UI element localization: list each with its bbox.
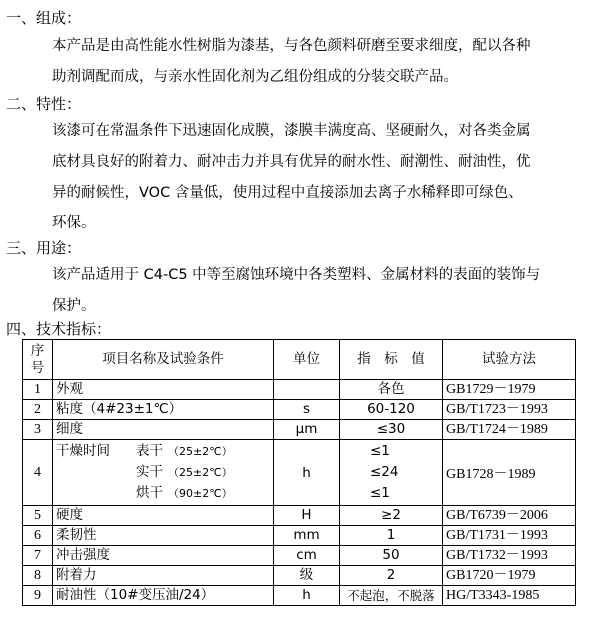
drying-item-cell: [53, 440, 274, 506]
drying-bake-value: ≤1: [370, 485, 390, 501]
drying-line-1: [56, 441, 270, 462]
row-no: 4: [23, 440, 53, 506]
row-method: GB/T1723－1993: [443, 400, 576, 420]
row-item: 冲击强度: [53, 546, 274, 566]
properties-line-1: 该漆可在常温条件下迅速固化成膜，漆膜丰满度高、坚硬耐久，对各类金属: [52, 123, 531, 139]
row-no: 7: [23, 546, 53, 566]
header-unit: 单位: [274, 340, 340, 380]
drying-line-3: [56, 483, 270, 504]
section-title-specs: 四、技术指标：: [6, 320, 112, 338]
header-method: 试验方法: [443, 340, 576, 380]
row-unit: 级: [274, 566, 340, 586]
table-row: [23, 400, 576, 420]
table-row-drying: [23, 440, 576, 506]
table-row: [23, 420, 576, 440]
drying-surface-cond: （25±2℃）: [168, 445, 233, 458]
row-no: 6: [23, 526, 53, 546]
row-no: 2: [23, 400, 53, 420]
table-row: [23, 526, 576, 546]
row-unit: [274, 380, 340, 400]
properties-line-3: 异的耐候性，VOC 含量低，使用过程中直接添加去离子水稀释即可绿色、: [52, 185, 523, 201]
drying-surface-name: 表干: [136, 443, 163, 459]
row-unit: h: [274, 440, 340, 506]
row-method: GB/T1732－1993: [443, 546, 576, 566]
row-value: 不起泡，不脱落: [340, 586, 443, 606]
drying-hard-cond: （25±2℃）: [168, 466, 233, 479]
row-method: HG/T3343-1985: [443, 586, 576, 606]
row-method: GB/T1724－1989: [443, 420, 576, 440]
composition-line-2: 助剂调配而成，与亲水性固化剂为乙组份组成的分装交联产品。: [52, 69, 458, 85]
usage-line-1: 该产品适用于 C4-C5 中等至腐蚀环境中各类塑料、金属材料的表面的装饰与: [52, 267, 541, 283]
drying-line-2: [56, 462, 270, 483]
row-method: GB1729－1979: [443, 380, 576, 400]
drying-label: 干燥时间: [56, 443, 110, 459]
row-item: 柔韧性: [53, 526, 274, 546]
section-title-composition: 一、组成：: [6, 9, 82, 27]
properties-line-4: 环保。: [52, 215, 96, 231]
row-value: ≥2: [340, 506, 443, 526]
header-no: [23, 340, 53, 380]
row-unit: mm: [274, 526, 340, 546]
header-item: 项目名称及试验条件: [53, 340, 274, 380]
row-value: 各色: [340, 380, 443, 400]
row-no: 1: [23, 380, 53, 400]
table-row: [23, 506, 576, 526]
row-method: GB/T1731－1993: [443, 526, 576, 546]
row-item: 外观: [53, 380, 274, 400]
row-unit: cm: [274, 546, 340, 566]
row-item: 耐油性（10#变压油/24）: [53, 586, 274, 606]
section-title-usage: 三、用途：: [6, 239, 82, 257]
row-value: 1: [340, 526, 443, 546]
drying-value-cell: [340, 440, 443, 506]
row-no: 8: [23, 566, 53, 586]
row-method: GB/T6739－2006: [443, 506, 576, 526]
row-value: 2: [340, 566, 443, 586]
row-item: 硬度: [53, 506, 274, 526]
header-no-line2: 号: [30, 359, 45, 376]
drying-bake-cond: （90±2℃）: [168, 487, 233, 500]
spec-table: [22, 339, 576, 606]
row-no: 9: [23, 586, 53, 606]
properties-line-2: 底材具良好的附着力、耐冲击力并具有优异的耐水性、耐潮性、耐油性，优: [52, 154, 531, 170]
row-unit: s: [274, 400, 340, 420]
table-row: [23, 380, 576, 400]
row-value: 50: [340, 546, 443, 566]
drying-bake-name: 烘干: [136, 485, 163, 501]
row-value: 60-120: [340, 400, 443, 420]
row-method: GB1728－1989: [443, 440, 576, 506]
row-unit: H: [274, 506, 340, 526]
row-method: GB1720－1979: [443, 566, 576, 586]
table-row: [23, 566, 576, 586]
table-header-row: [23, 340, 576, 380]
header-no-line1: 序: [30, 342, 45, 359]
row-item: 粘度（4#23±1℃）: [53, 400, 274, 420]
drying-hard-value: ≤24: [370, 464, 399, 480]
drying-surface-value: ≤1: [370, 443, 390, 459]
row-item: 附着力: [53, 566, 274, 586]
row-unit: h: [274, 586, 340, 606]
row-unit: μm: [274, 420, 340, 440]
row-item: 细度: [53, 420, 274, 440]
usage-line-2: 保护。: [52, 298, 96, 314]
drying-hard-name: 实干: [136, 464, 163, 480]
table-row: [23, 546, 576, 566]
composition-line-1: 本产品是由高性能水性树脂为漆基，与各色颜料研磨至要求细度，配以各种: [52, 38, 531, 54]
section-title-properties: 二、特性：: [6, 95, 82, 113]
row-no: 5: [23, 506, 53, 526]
header-value: 指 标 值: [340, 340, 443, 380]
table-row: [23, 586, 576, 606]
row-no: 3: [23, 420, 53, 440]
row-value: ≤30: [340, 420, 443, 440]
